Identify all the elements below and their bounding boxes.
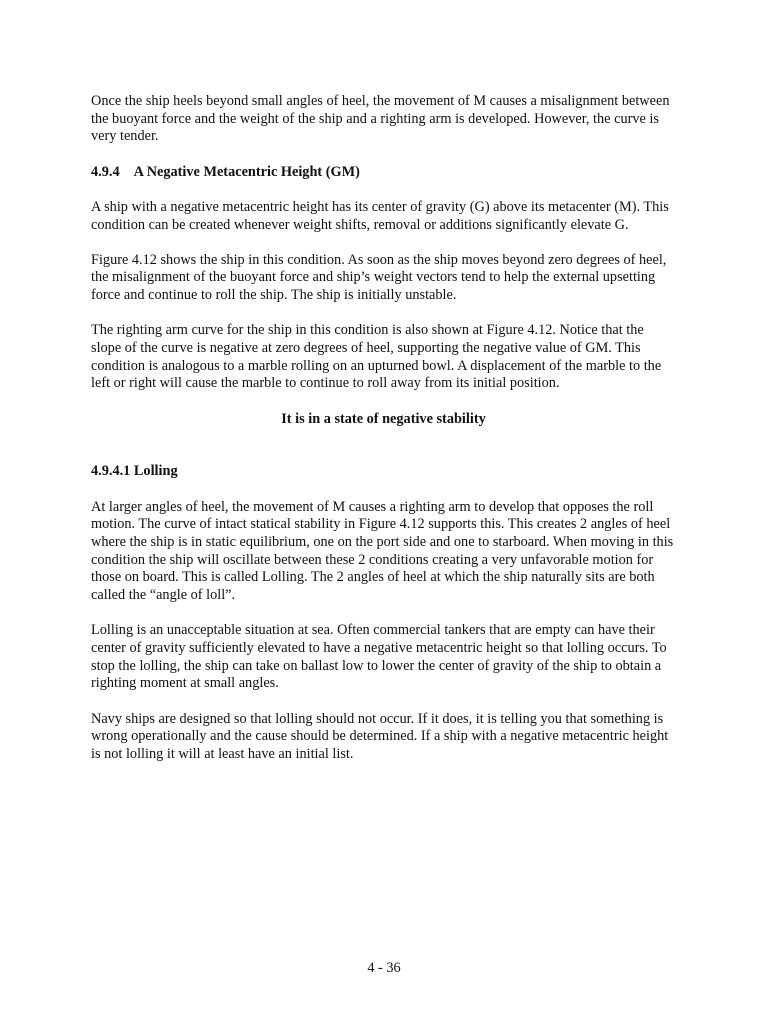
paragraph-lolling-at-sea: Lolling is an unacceptable situation at sea. Often commercial tankers that are empty can have their center of gravity sufficiently elevated to have a negative metacentric height so that lolling occurs. To stop the lolling, the ship can take on ballast low to lower the center of gravity of the ship to obtain a righting moment at small angles. xyxy=(91,622,667,692)
section-heading-4-9-4 xyxy=(91,164,676,182)
paragraph-lolling-description: At larger angles of heel, the movement of M causes a righting arm to develop that opposes the roll motion. The curve of intact statical stability in Figure 4.12 supports this. This creates 2 angles of heel where the ship is in static equilibrium, one on the port side and one to starboard. When moving in this condition the ship will oscillate between these 2 conditions creating a very unfavorable motion for those on board. This is called Lolling. The 2 angles of heel at which the ship naturally sits are both called the “angle of loll”. xyxy=(91,498,674,604)
paragraph-negative-gm: A ship with a negative metacentric height has its center of gravity (G) above its metacenter (M). This condition can be created whenever weight shifts, removal or additions significantly elevate G. xyxy=(91,198,669,233)
paragraph-figure-reference: Figure 4.12 shows the ship in this condition. As soon as the ship moves beyond zero degrees of heel, the misalignment of the buoyant force and ship’s weight vectors tend to help the external upsetting force and continue to roll the ship. The ship is initially unstable. xyxy=(91,251,667,304)
section-number: 4.9.4 xyxy=(91,163,120,180)
page-body xyxy=(91,93,676,781)
paragraph-navy-ships: Navy ships are designed so that lolling should not occur. If it does, it is telling you that something is wrong operationally and the cause should be determined. If a ship with a negative metacentric height is not lolling it will at least have an initial list. xyxy=(91,710,669,762)
section-heading-lolling: 4.9.4.1 Lolling xyxy=(91,463,178,480)
page-number: 4 - 36 xyxy=(367,960,401,976)
section-title: A Negative Metacentric Height (GM) xyxy=(133,163,360,180)
paragraph-righting-arm-curve: The righting arm curve for the ship in this condition is also shown at Figure 4.12. Notice that the slope of the curve is negative at zero degrees of heel, supporting the negative value of GM. This condition is analogous to a marble rolling on an upturned bowl. A displacement of the marble to the left or right will cause the marble to continue to roll away from its initial position. xyxy=(91,322,662,392)
negative-stability-statement: It is in a state of negative stability xyxy=(281,410,486,427)
paragraph-intro: Once the ship heels beyond small angles of heel, the movement of M causes a misalignment between the buoyant force and the weight of the ship and a righting arm is developed. However, the curve is very tender. xyxy=(91,93,670,145)
